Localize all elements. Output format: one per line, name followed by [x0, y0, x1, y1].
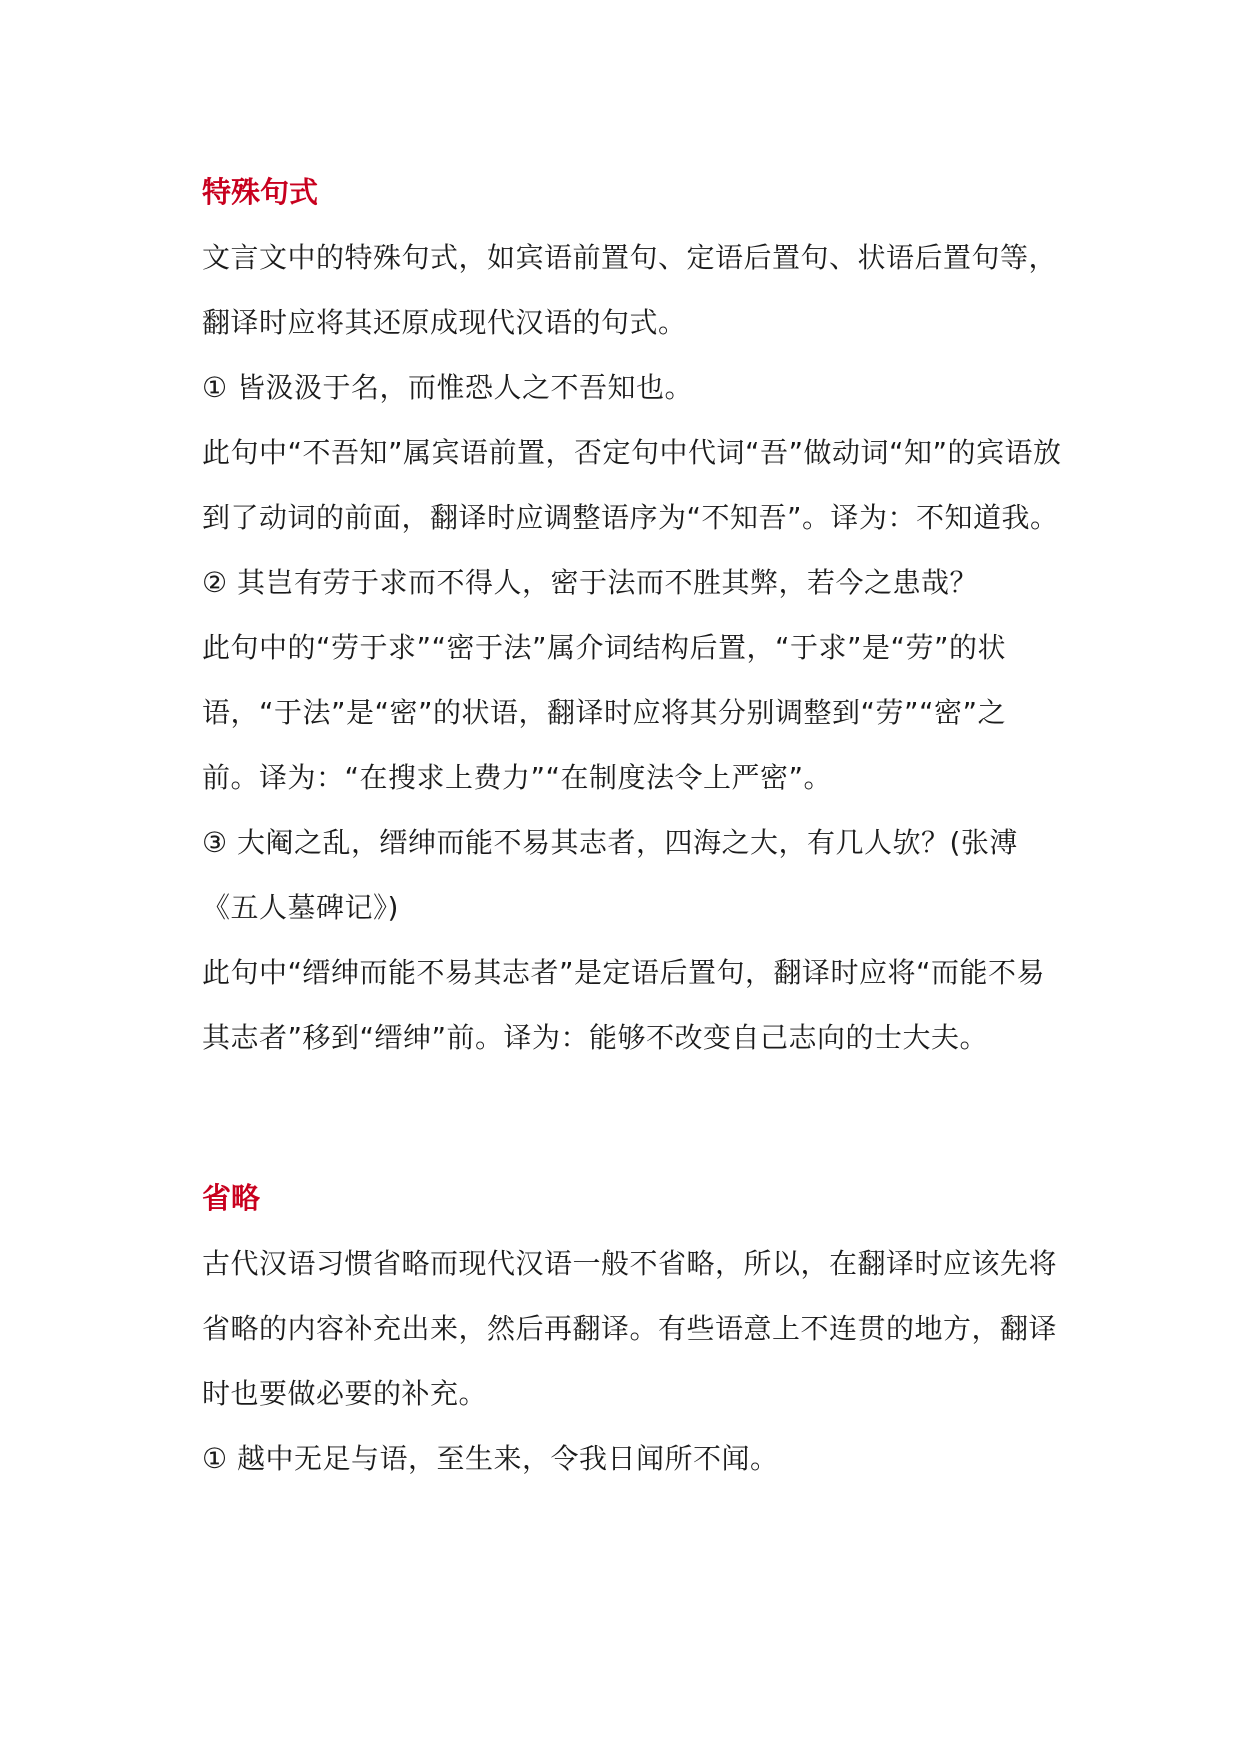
example-2-sentence: ② 其岂有劳于求而不得人，密于法而不胜其弊，若今之患哉？	[202, 566, 979, 599]
paragraph-omission-intro: 古代汉语习惯省略而现代汉语一般不省略，所以，在翻译时应该先将省略的内容补充出来，然后再翻译。有些语意上不连贯的地方，翻译时也要做必要的补充。	[202, 1247, 1058, 1410]
example-3-sentence: ③ 大阉之乱，缙绅而能不易其志者，四海之大，有几人欤？(张溥《五人墓碑记》)	[202, 826, 1018, 924]
omission-example-1-sentence: ① 越中无足与语，至生来，令我日闻所不闻。	[202, 1442, 779, 1475]
example-2-explanation: 此句中的“劳于求”“密于法”属介词结构后置，“于求”是“劳”的状语，“于法”是“密”的状语，翻译时应将其分别调整到“劳”“密”之前。译为：“在搜求上费力”“在制度法令上严密”。	[202, 631, 1007, 794]
paragraph-intro: 文言文中的特殊句式，如宾语前置句、定语后置句、状语后置句等，翻译时应将其还原成现代汉语的句式。	[202, 241, 1058, 339]
section-heading-omission: 省略	[202, 1181, 261, 1215]
section-heading-special-sentences: 特殊句式	[202, 175, 319, 209]
section-spacer	[202, 1070, 1062, 1166]
example-1-explanation: 此句中“不吾知”属宾语前置，否定句中代词“吾”做动词“知”的宾语放到了动词的前面，翻译时应调整语序为“不知吾”。译为：不知道我。	[202, 436, 1062, 534]
document-content	[202, 160, 1062, 1491]
example-3-explanation: 此句中“缙绅而能不易其志者”是定语后置句，翻译时应将“而能不易其志者”移到“缙绅”前。译为：能够不改变自己志向的士大夫。	[202, 956, 1046, 1054]
example-1-sentence: ① 皆汲汲于名，而惟恐人之不吾知也。	[202, 371, 694, 404]
